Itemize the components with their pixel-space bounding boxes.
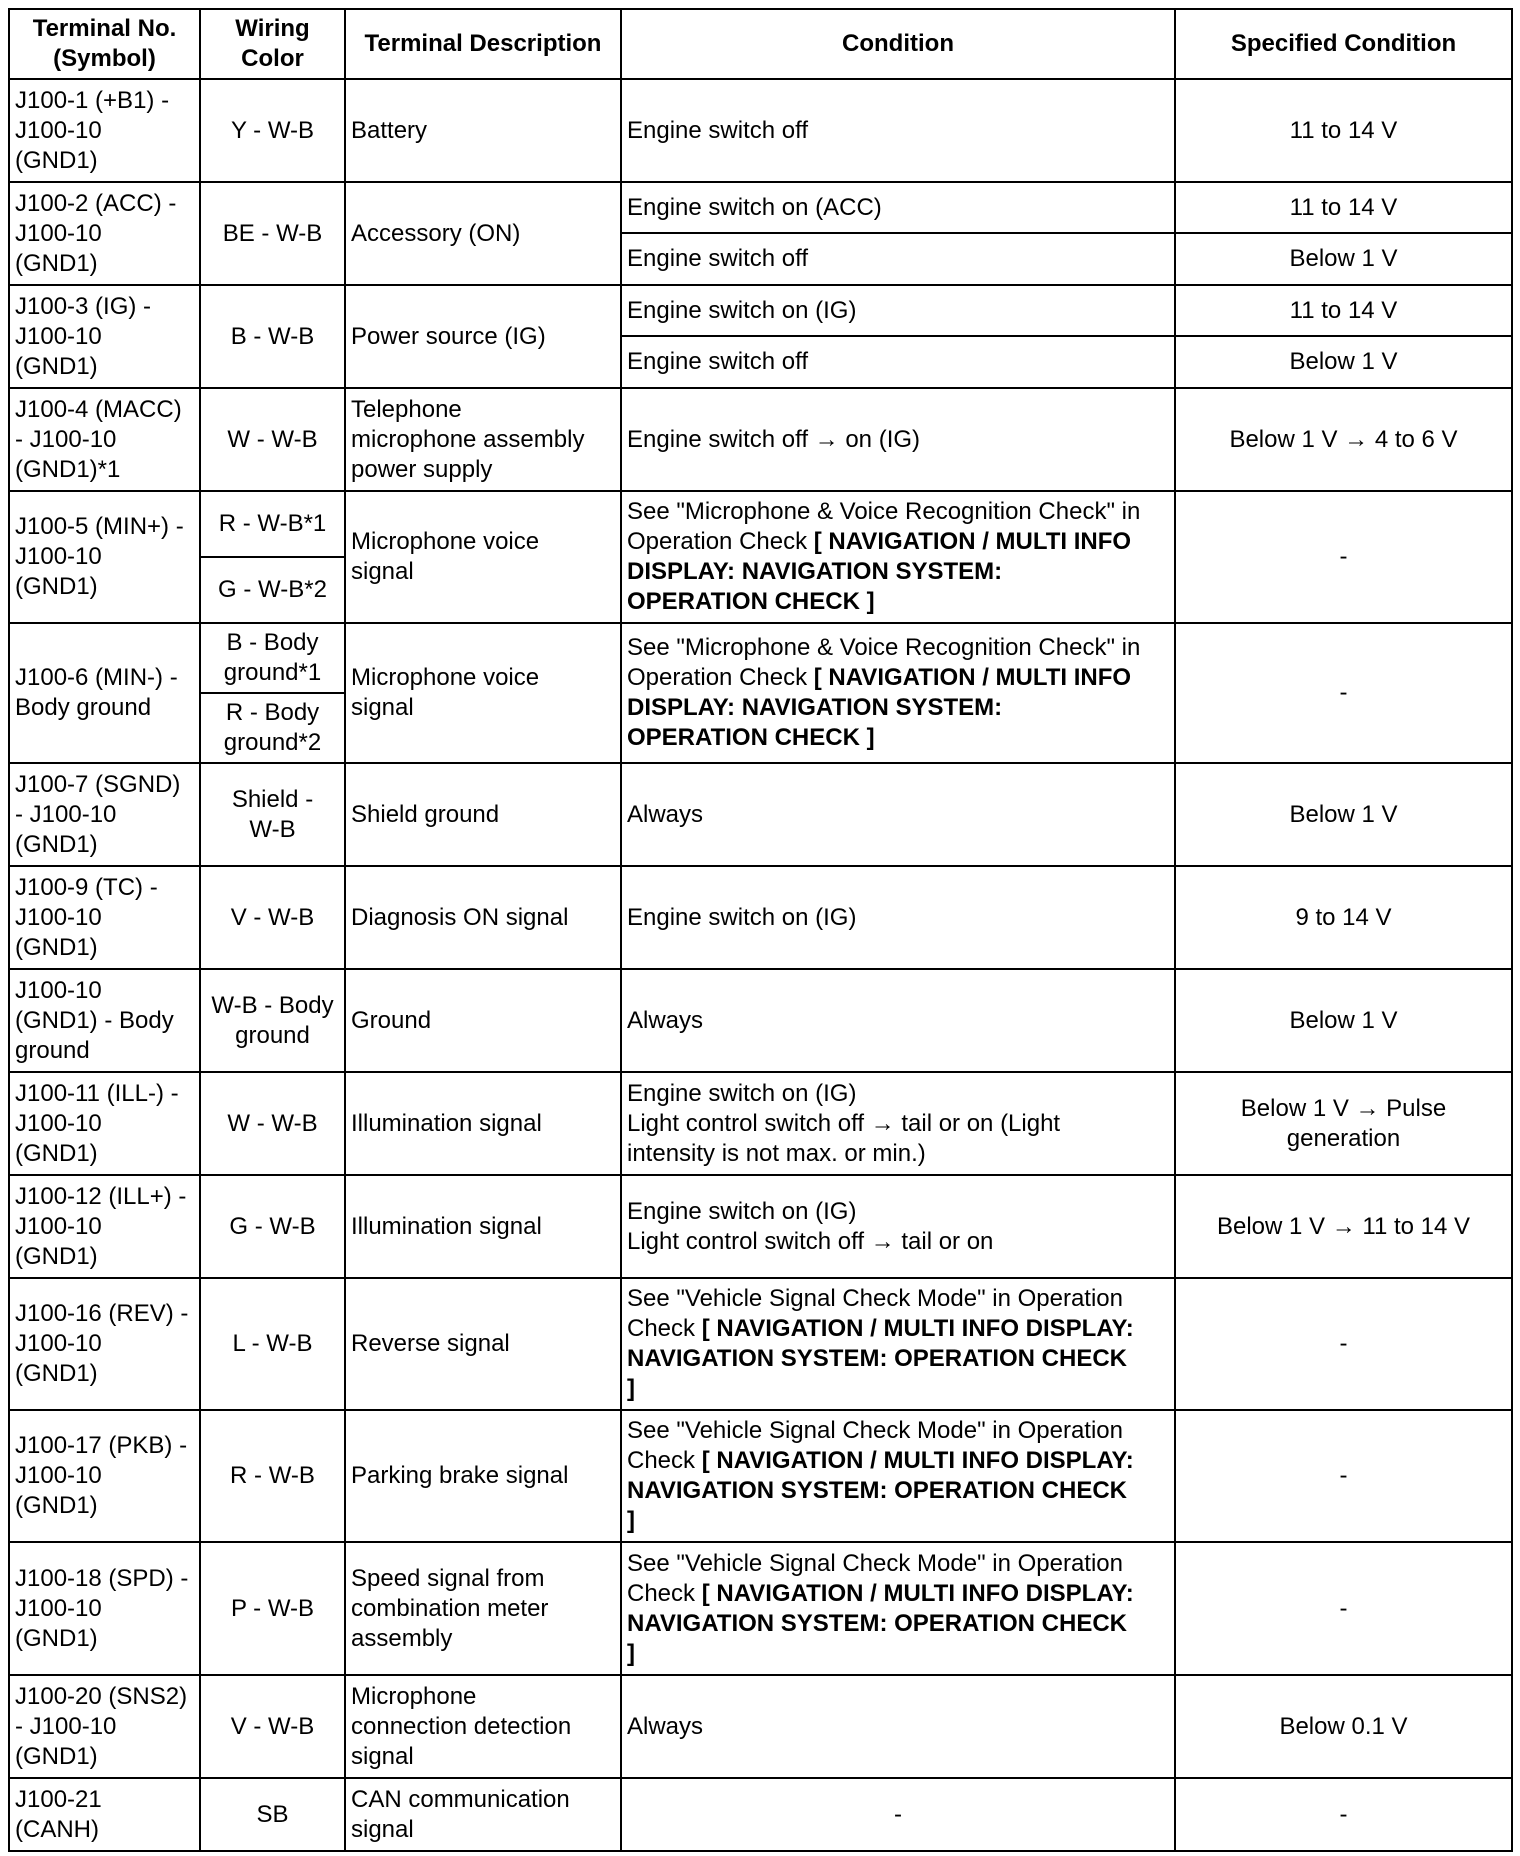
wiring-cell: R - W-B*1 [200,491,345,557]
terminal-cell: J100-5 (MIN+) - J100-10 (GND1) [9,491,200,623]
description-cell: Power source (IG) [345,285,621,388]
condition-cell: Engine switch off [621,336,1175,388]
terminal-cell: J100-3 (IG) - J100-10 (GND1) [9,285,200,388]
condition-cell [621,1278,1175,1410]
specified-cell: - [1175,1542,1512,1675]
table-row [9,1778,1512,1851]
specified-cell: - [1175,491,1512,623]
terminal-cell: J100-16 (REV) - J100-10 (GND1) [9,1278,200,1410]
description-cell: CAN communication signal [345,1778,621,1851]
terminal-cell: J100-7 (SGND) - J100-10 (GND1) [9,763,200,866]
wiring-cell: R - Body ground*2 [200,693,345,763]
table-row [9,182,1512,233]
specified-cell: Below 1 V [1175,763,1512,866]
terminal-cell: J100-20 (SNS2) - J100-10 (GND1) [9,1675,200,1778]
table-row [9,1072,1512,1175]
condition-text: See "Vehicle Signal Check Mode" in Operation Check [627,1549,1123,1607]
wiring-cell: P - W-B [200,1542,345,1675]
condition-text: See "Microphone & Voice Recognition Check" in Operation Check [627,634,1141,691]
operation-check-link[interactable]: [ NAVIGATION / MULTI INFO DISPLAY: NAVIGATION SYSTEM: OPERATION CHECK ] [627,528,1132,615]
specified-cell: - [1175,623,1512,763]
description-cell: Ground [345,969,621,1072]
terminal-cell: J100-12 (ILL+) - J100-10 (GND1) [9,1175,200,1278]
terminal-cell: J100-17 (PKB) - J100-10 (GND1) [9,1410,200,1542]
table-row [9,1175,1512,1278]
table-row [9,491,1512,557]
specified-cell: 9 to 14 V [1175,866,1512,969]
terminal-cell: J100-9 (TC) - J100-10 (GND1) [9,866,200,969]
specified-cell: - [1175,1278,1512,1410]
header-wiring-color: Wiring Color [200,9,345,79]
wiring-cell: W - W-B [200,1072,345,1175]
condition-cell: Engine switch on (ACC) [621,182,1175,233]
specified-cell: 11 to 14 V [1175,79,1512,182]
terminal-cell: J100-18 (SPD) - J100-10 (GND1) [9,1542,200,1675]
condition-cell: Always [621,763,1175,866]
description-cell: Reverse signal [345,1278,621,1410]
condition-cell: Engine switch off [621,233,1175,285]
specified-cell: Below 1 V → 4 to 6 V [1175,388,1512,491]
condition-cell: Engine switch on (IG) Light control switch off → tail or on [621,1175,1175,1278]
terminal-cell: J100-11 (ILL-) - J100-10 (GND1) [9,1072,200,1175]
condition-text: See "Vehicle Signal Check Mode" in Operation Check [627,1285,1123,1342]
condition-cell [621,1542,1175,1675]
wiring-cell: W - W-B [200,388,345,491]
specified-cell: Below 1 V [1175,969,1512,1072]
description-cell: Shield ground [345,763,621,866]
table-row [9,79,1512,182]
condition-cell [621,623,1175,763]
terminal-cell: J100-10 (GND1) - Body ground [9,969,200,1072]
condition-text: See "Microphone & Voice Recognition Check" in Operation Check [627,498,1141,555]
specified-cell: Below 1 V → 11 to 14 V [1175,1175,1512,1278]
table-row [9,763,1512,866]
wiring-cell: BE - W-B [200,182,345,285]
wiring-cell: SB [200,1778,345,1851]
header-specified-condition: Specified Condition [1175,9,1512,79]
condition-cell: Engine switch off [621,79,1175,182]
table-row [9,1410,1512,1542]
wiring-cell: Shield - W-B [200,763,345,866]
specified-cell: Below 0.1 V [1175,1675,1512,1778]
terminal-cell: J100-1 (+B1) - J100-10 (GND1) [9,79,200,182]
condition-cell: Engine switch off → on (IG) [621,388,1175,491]
table-row [9,388,1512,491]
wiring-cell: Y - W-B [200,79,345,182]
specified-cell: - [1175,1410,1512,1542]
specified-cell: 11 to 14 V [1175,285,1512,336]
description-cell: Illumination signal [345,1175,621,1278]
specified-cell: - [1175,1778,1512,1851]
description-cell: Telephone microphone assembly power supply [345,388,621,491]
description-cell: Diagnosis ON signal [345,866,621,969]
wiring-cell: B - W-B [200,285,345,388]
condition-cell: Engine switch on (IG) [621,285,1175,336]
operation-check-link[interactable]: [ NAVIGATION / MULTI INFO DISPLAY: NAVIGATION SYSTEM: OPERATION CHECK ] [627,1447,1134,1534]
table-row [9,866,1512,969]
wiring-cell: R - W-B [200,1410,345,1542]
table-row [9,969,1512,1072]
condition-cell: - [621,1778,1175,1851]
description-cell: Parking brake signal [345,1410,621,1542]
description-cell: Microphone connection detection signal [345,1675,621,1778]
description-cell: Battery [345,79,621,182]
header-terminal: Terminal No. (Symbol) [9,9,200,79]
condition-cell: Engine switch on (IG) Light control switch off → tail or on (Light intensity is not max. or min.) [621,1072,1175,1175]
wiring-cell: W-B - Body ground [200,969,345,1072]
terminal-cell: J100-2 (ACC) - J100-10 (GND1) [9,182,200,285]
terminal-cell: J100-4 (MACC) - J100-10 (GND1)*1 [9,388,200,491]
wiring-cell: V - W-B [200,1675,345,1778]
table-header-row [9,9,1512,79]
condition-cell [621,491,1175,623]
table-row [9,285,1512,336]
condition-text: See "Vehicle Signal Check Mode" in Operation Check [627,1417,1123,1474]
specified-cell: Below 1 V → Pulse generation [1175,1072,1512,1175]
table-row [9,1278,1512,1410]
wiring-cell: G - W-B*2 [200,557,345,623]
operation-check-link[interactable]: [ NAVIGATION / MULTI INFO DISPLAY: NAVIGATION SYSTEM: OPERATION CHECK ] [627,1579,1134,1667]
condition-cell [621,1410,1175,1542]
specified-cell: Below 1 V [1175,233,1512,285]
wiring-cell: G - W-B [200,1175,345,1278]
description-cell: Illumination signal [345,1072,621,1175]
condition-cell: Always [621,969,1175,1072]
description-cell: Microphone voice signal [345,491,621,623]
condition-cell: Always [621,1675,1175,1778]
operation-check-link[interactable]: [ NAVIGATION / MULTI INFO DISPLAY: NAVIGATION SYSTEM: OPERATION CHECK ] [627,664,1132,751]
wiring-cell: L - W-B [200,1278,345,1410]
description-cell: Accessory (ON) [345,182,621,285]
terminal-cell: J100-21 (CANH) [9,1778,200,1851]
specified-cell: Below 1 V [1175,336,1512,388]
terminal-spec-table [8,8,1513,1852]
wiring-cell: V - W-B [200,866,345,969]
table-row [9,1675,1512,1778]
wiring-cell: B - Body ground*1 [200,623,345,693]
terminal-cell: J100-6 (MIN-) - Body ground [9,623,200,763]
condition-cell: Engine switch on (IG) [621,866,1175,969]
table-row [9,623,1512,693]
header-terminal-description: Terminal Description [345,9,621,79]
operation-check-link[interactable]: [ NAVIGATION / MULTI INFO DISPLAY: NAVIGATION SYSTEM: OPERATION CHECK ] [627,1315,1134,1402]
header-condition: Condition [621,9,1175,79]
specified-cell: 11 to 14 V [1175,182,1512,233]
table-row [9,1542,1512,1675]
description-cell: Speed signal from combination meter assembly [345,1542,621,1675]
description-cell: Microphone voice signal [345,623,621,763]
